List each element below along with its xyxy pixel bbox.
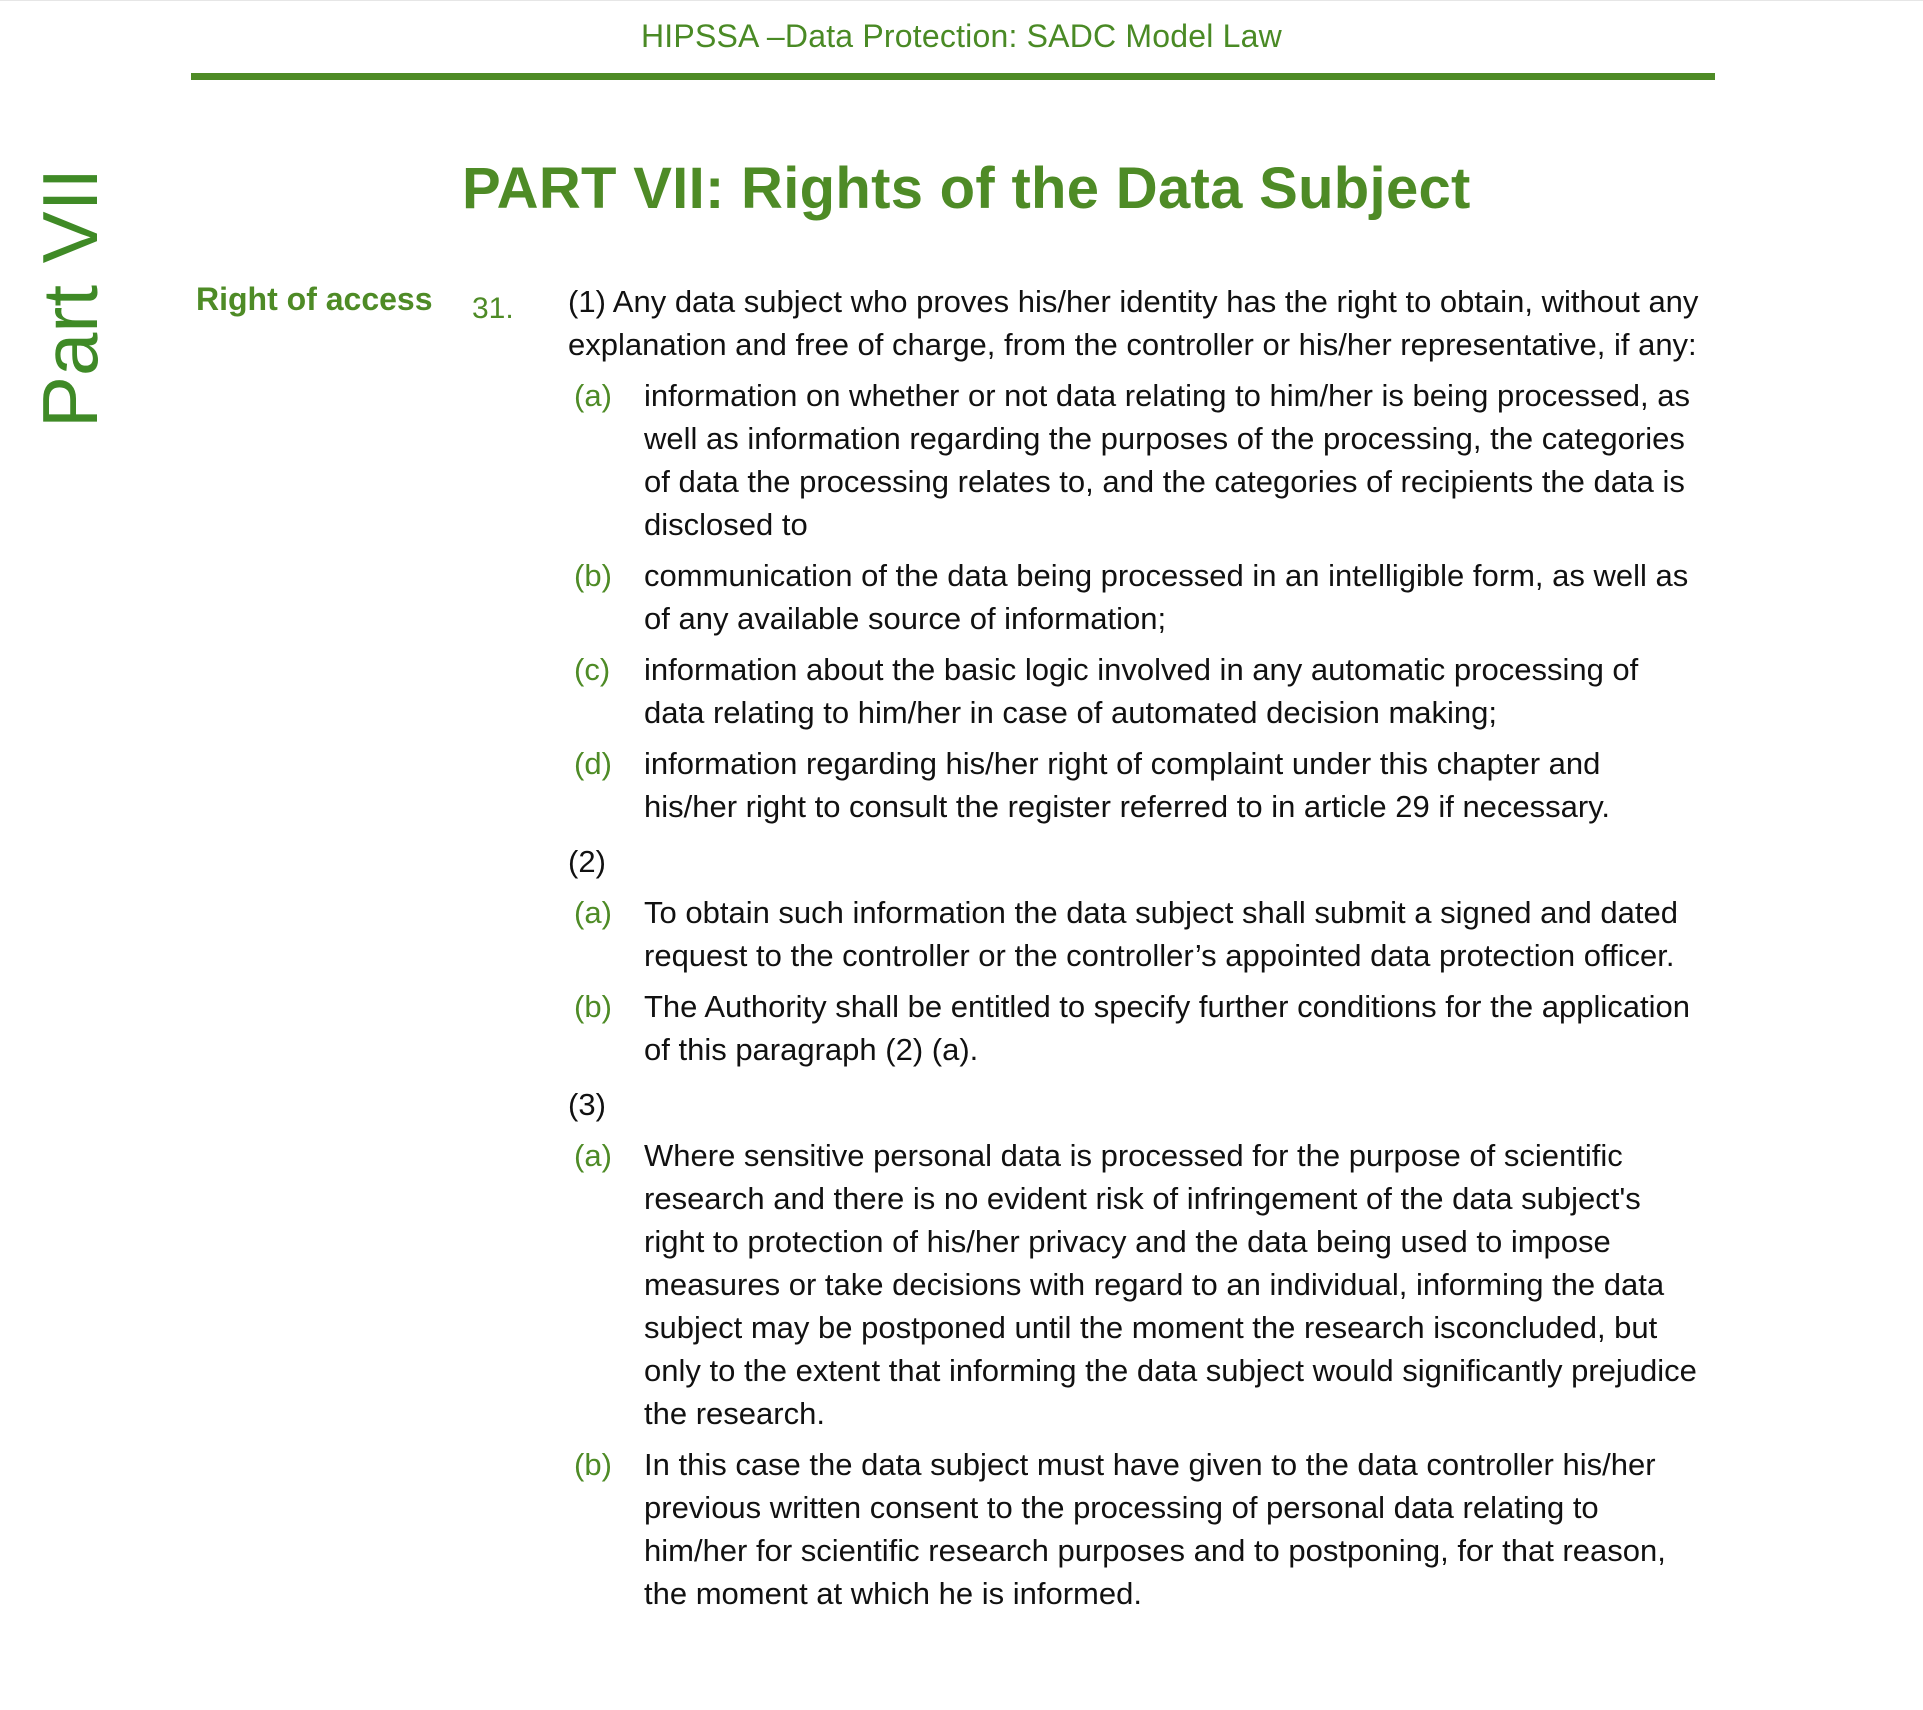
item-label: (a) (574, 895, 612, 930)
paragraph-1-intro: (1) Any data subject who proves his/her identity has the right to obtain, without any explanation and free of charge, from the controller or his/her representative, if any: (568, 284, 1699, 362)
item-label: (c) (574, 652, 611, 687)
item-text: communication of the data being processed in an intelligible form, as well as of any available source of information; (644, 558, 1689, 636)
item-text: To obtain such information the data subject shall submit a signed and dated request to the controller or the controller’s appointed data protection officer. (644, 895, 1678, 973)
item-text: In this case the data subject must have given to the data controller his/her previous written consent to the processing of personal data relating to him/her for scientific research purposes and to postponing, for that reason, the moment at which he is informed. (644, 1447, 1666, 1611)
header-rule (191, 73, 1715, 80)
article-number: 31. (472, 292, 514, 325)
article-body (568, 280, 1718, 1615)
side-part-label: Part VII (26, 167, 114, 429)
item-text: The Authority shall be entitled to specify further conditions for the application of this paragraph (2) (a). (644, 989, 1690, 1067)
list-item (568, 891, 1718, 977)
item-text: information about the basic logic involved in any automatic processing of data relating to him/her in case of automated decision making; (644, 652, 1639, 730)
list-item (568, 1134, 1718, 1435)
list-item (568, 374, 1718, 546)
list-item (568, 985, 1718, 1071)
side-part-tab (26, 167, 114, 429)
item-label: (b) (574, 558, 612, 593)
section-margin-title: Right of access (196, 281, 433, 317)
item-text: Where sensitive personal data is processed for the purpose of scientific research and there is no evident risk of infringement of the data subject's right to protection of his/her privacy and the data being used to impose measures or take decisions with regard to an individual, informing the data subject may be postponed until the moment the research isconcluded, but only to the extent that informing the data subject would significantly prejudice the research. (644, 1138, 1697, 1431)
page-top-border (0, 0, 1923, 1)
list-item (568, 1443, 1718, 1615)
item-label: (a) (574, 378, 612, 413)
item-text: information on whether or not data relating to him/her is being processed, as well as information regarding the purposes of the processing, the categories of data the processing relates to, and the categories of recipients the data is disclosed to (644, 378, 1690, 542)
paragraph-2-heading: (2) (568, 844, 606, 879)
item-label: (d) (574, 746, 612, 781)
paragraph-3-heading: (3) (568, 1087, 606, 1122)
item-label: (b) (574, 989, 612, 1024)
list-item (568, 554, 1718, 640)
item-label: (b) (574, 1447, 612, 1482)
list-item (568, 648, 1718, 734)
list-item (568, 742, 1718, 828)
item-label: (a) (574, 1138, 612, 1173)
part-title: PART VII: Rights of the Data Subject (462, 156, 1471, 221)
running-header: HIPSSA –Data Protection: SADC Model Law (641, 18, 1282, 54)
item-text: information regarding his/her right of complaint under this chapter and his/her right to consult the register referred to in article 29 if necessary. (644, 746, 1611, 824)
